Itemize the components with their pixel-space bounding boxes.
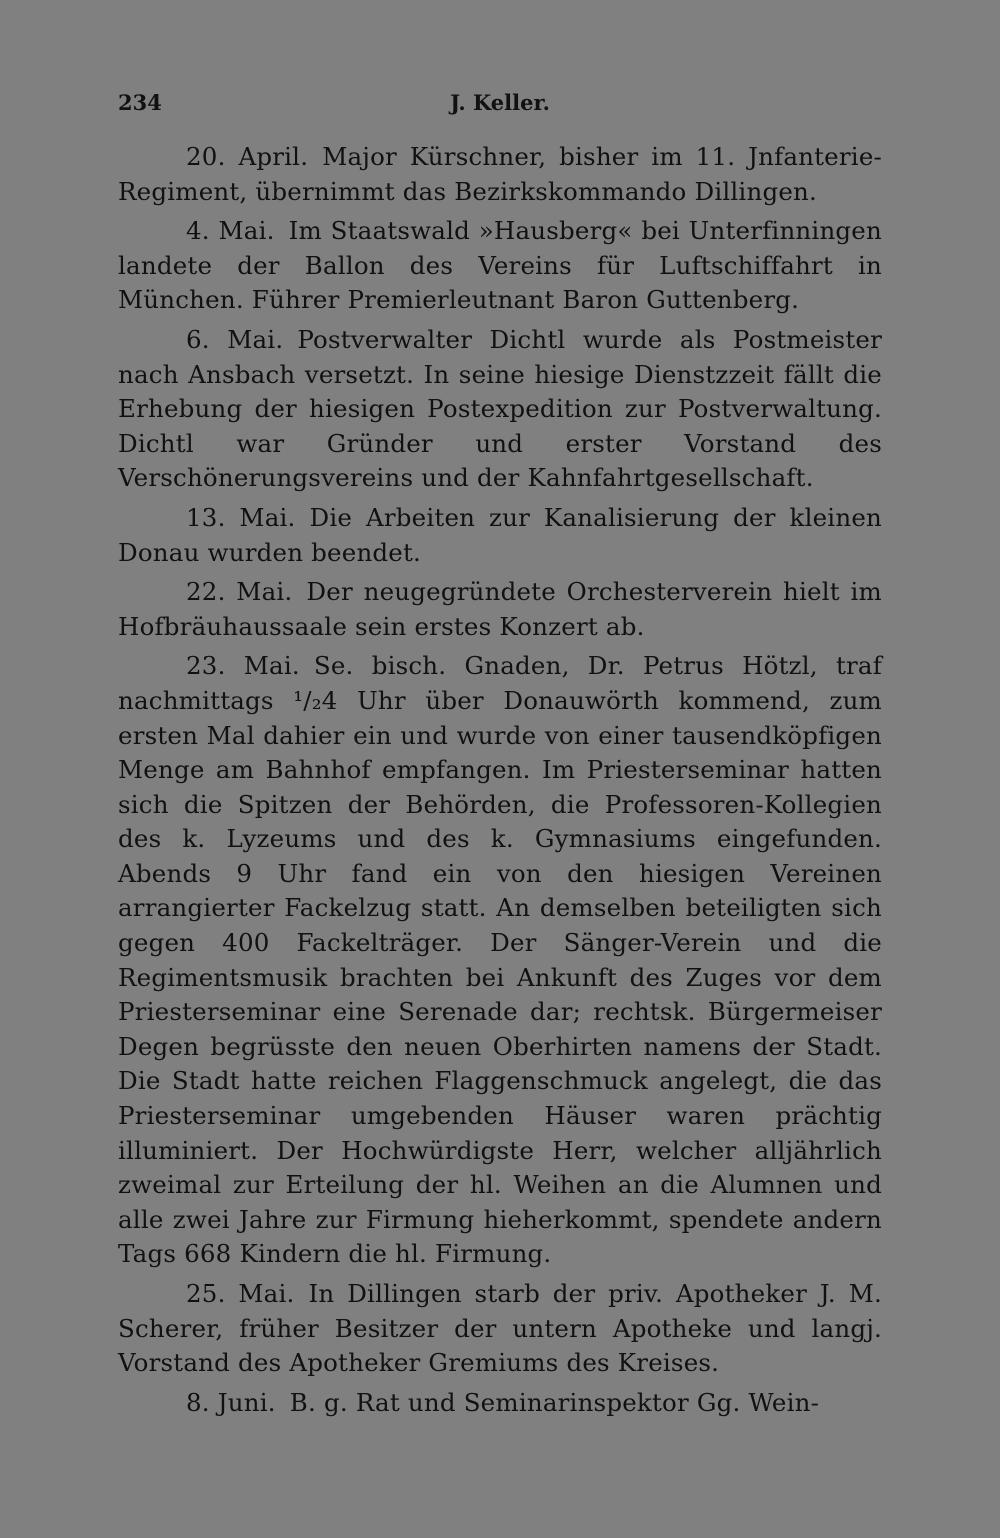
entry-text: Im Staatswald »Hausberg« bei Unterfinningen landete der Ballon des Vereins für Luftschiffahrt in München. Führer Premierleutnant Baron Guttenberg. [118,216,882,315]
page-header [118,80,882,140]
entry-text: In Dillingen starb der priv. Apotheker J. M. Scherer, früher Besitzer der untern Apotheke und langj. Vorstand des Apotheker Gremiums des Kreises. [118,1279,883,1378]
entry-text: B. g. Rat und Seminarinspektor Gg. Wein- [289,1387,820,1417]
entry-date: 22. Mai. [186,577,293,607]
entry-date: 4. Mai. [186,216,275,246]
chronicle-entry [118,1386,882,1421]
chronicle-entry [118,1277,882,1381]
entry-date: 23. Mai. [186,651,300,681]
entry-date: 20. April. [186,142,309,171]
chronicle-entry [118,140,882,209]
chronicle-entry [118,649,882,1272]
entry-text: Major Kürschner, bisher im 11. Jnfanterie-Regiment, übernimmt das Bezirkskommando Dillingen. [118,142,882,206]
entry-date: 6. Mai. [186,324,284,354]
chronicle-entry [118,501,882,570]
entry-text: Die Arbeiten zur Kanalisierung der kleinen Donau wurden beendet. [118,502,882,567]
entry-date: 13. Mai. [186,502,296,532]
chronicle-entry [118,214,882,318]
entry-text: Postverwalter Dichtl wurde als Postmeister nach Ansbach versetzt. In seine hiesige Dienstzzeit fällt die Erhebung der hiesigen Postexpedition zur Postverwaltung. Dichtl war Gründer und erster Vorstand des Verschönerungsvereins und der Kahnfahrtgesellschaft. [118,324,882,493]
entry-text: Se. bisch. Gnaden, Dr. Petrus Hötzl, traf nachmittags ¹/₂4 Uhr über Donauwörth kommend, zum ersten Mal dahier ein und wurde von einer tausendköpfigen Menge am Bahnhof empfangen. Im Priesterseminar hatten sich die Spitzen der Behörden, die Professoren-Kollegien des k. Lyzeums und des k. Gymnasiums eingefunden. Abends 9 Uhr fand ein von den hiesigen Vereinen arrangierter Fackelzug statt. An demselben beteiligten sich gegen 400 Fackelträger. Der Sänger-Verein und die Regimentsmusik brachten bei Ankunft des Zuges vor dem Priesterseminar eine Serenade dar; rechtsk. Bürgermeiser Degen begrüsste den neuen Oberhirten namens der Stadt. Die Stadt hatte reichen Flaggenschmuck angelegt, die das Priesterseminar umgebenden Häuser waren prächtig illuminiert. Der Hochwürdigste Herr, welcher alljährlich zweimal zur Erteilung der hl. Weihen an die Alumnen und alle zwei Jahre zur Firmung hieherkommt, spendete andern Tags 668 Kindern die hl. Firmung. [118,651,882,1269]
entry-date: 25. Mai. [186,1279,295,1308]
entry-date: 8. Juni. [186,1387,276,1417]
chronicle-entry [118,575,882,644]
page-number: 234 [118,90,162,115]
running-title: J. Keller. [450,90,550,115]
chronicle-entry [118,323,882,496]
chronicle-entries [118,140,882,1420]
document-page [118,80,882,1480]
entry-text: Der neugegründete Orchesterverein hielt im Hofbräuhaussaale sein erstes Konzert ab. [118,577,882,641]
